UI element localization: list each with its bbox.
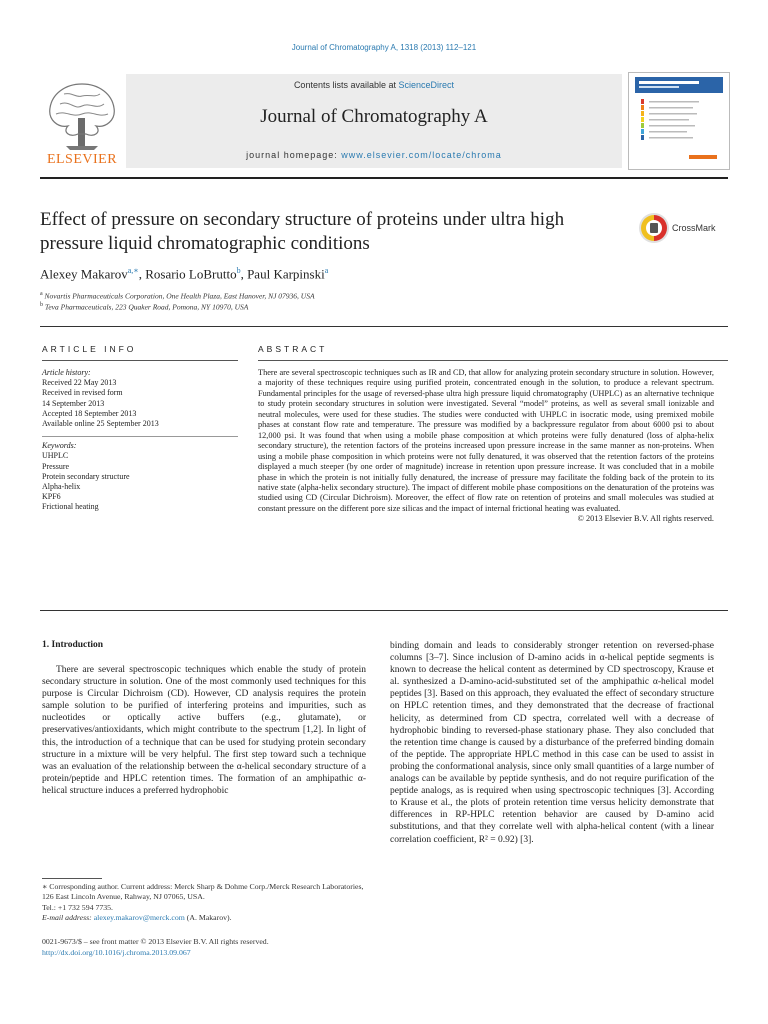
affiliation-text: Teva Pharmaceuticals, 223 Quaker Road, Pomona, NY 10970, USA [44, 302, 249, 312]
abstract-body [258, 368, 714, 525]
keyword: Protein secondary structure [42, 471, 130, 481]
article-info-heading: ARTICLE INFO [42, 344, 137, 354]
abstract-text: There are several spectroscopic techniques such as IR and CD, that allow for analyzing protein secondary structure in solution. However, a majority of these techniques require using purified protein, concentrated enough in the solution, to produce a relevant spectrum. Fundamental principles for the usage of reversed-phase ultra high pressure liquid chromatography (UHPLC) as an alternative technique to study protein secondary structures in solution were investigated. Several “model” proteins, as well as several small ionizable and neutral molecules, were used for these studies. The studies were conducted with UHPLC in isocratic mode, using premixed mobile phases at constant flow rate and temperature. The pressure was modified by a backpressure regulator from about 6000 psi to about 12,000 psi. It was found that when using a mobile phase composition at which proteins were fully denatured (loss of alpha-helix secondary structure), the retention factors of the proteins increased upon pressure increase in the same manner as non-proteins. When using a mobile phase composition in which proteins were not fully denatured, it was observed that the retention factors of the proteins displayed a much steeper (by one order of magnitude) increase in retention upon pressure increase. It was concluded that in a mobile phase in which the protein is not initially fully denatured, the increase of pressure may facilitate the folding back of the protein to its native state (alpha-helix secondary structure). The impact of different mobile phase compositions on the denaturation of the proteins was studied using CD (Circular Dichroism). Moreover, the effect of flow rate on retention of proteins and small molecules was studied at constant pressure on the different pore size silicas and the impact of internal frictional heating was evaluated. [258, 368, 714, 513]
affiliation-text: Novartis Pharmaceuticals Corporation, One Health Plaza, East Hanover, NJ 07936, USA [44, 291, 315, 301]
body-paragraph: There are several spectroscopic techniques which enable the study of protein secondary structure in solution. One of the most commonly used techniques for this purpose is Circular Dichroism (CD). However, CD analysis requires the protein sample solution to be purified of interfering proteins and impurities, such as nucleotides or optically active buffers (e.g., glutamate), or preservatives/antioxidants, which might contribute to the spectrum [1,2]. In light of this, the introduction of a technique that can be used for studying protein secondary structure in a mixture will be very helpful. The first step toward such a technique was an evaluation of the relationship between the α-helical secondary structure of a protein/peptide and HPLC retention times. The formation of an amphipathic α-helical structure induces a preferred hydrophobic [42, 665, 366, 796]
abstract-rule-top [258, 360, 728, 361]
author-name[interactable]: Alexey Makarov [40, 266, 128, 282]
affiliation [40, 291, 640, 301]
crossmark-badge[interactable] [638, 212, 738, 246]
affiliation [40, 302, 640, 312]
doi-link[interactable]: http://dx.doi.org/10.1016/j.chroma.2013.09.067 [42, 948, 191, 957]
email-link[interactable]: alexey.makarov@merck.com [93, 913, 185, 923]
history-label: Article history: [42, 368, 91, 377]
body-column-left [42, 664, 366, 797]
article-info-rule [42, 360, 238, 361]
author-affiliation-mark[interactable]: b [236, 266, 241, 275]
author-affiliation-mark[interactable]: a,∗ [127, 266, 139, 275]
history-item: Accepted 18 September 2013 [42, 408, 137, 418]
journal-cover-image [628, 72, 730, 170]
keyword: UHPLC [42, 451, 69, 461]
corresponding-author-note: ∗ Corresponding author. Current address: Merck Sharp & Dohme Corp./Merck Research Laboratories, 126 East Lincoln Avenue, Rahway, NJ 07065, USA. [42, 882, 364, 902]
journal-title: Journal of Chromatography A [260, 106, 488, 127]
journal-reference[interactable]: Journal of Chromatography A, 1318 (2013) 112–121 [291, 43, 477, 52]
affiliation-mark: b [40, 302, 43, 308]
crossmark-label: CrossMark [672, 223, 716, 233]
author-list: Alexey Makarov$^{a,∗}$, Rosario LoBrutto$^b$, Paul Karpinski$^a$ [40, 266, 329, 282]
contents-prefix: Contents lists available at [293, 80, 396, 90]
author-name[interactable]: Rosario LoBrutto [145, 266, 237, 282]
journal-cover-icon [629, 73, 729, 169]
elsevier-logo [40, 74, 124, 170]
issn-line: 0021-9673/$ – see front matter © 2013 Elsevier B.V. All rights reserved. [42, 937, 269, 946]
email-label: E-mail address: [42, 913, 92, 923]
article-info [42, 368, 232, 513]
history-item: Received in revised form [42, 388, 123, 398]
author-name[interactable]: Paul Karpinski [247, 266, 325, 282]
article-title: Effect of pressure on secondary structure of proteins under ultra high pressure liquid chromatographic conditions [40, 209, 565, 254]
body-paragraph: binding domain and leads to considerably stronger retention on reversed-phase columns [3–7]. Since inclusion of D-amino acids in α-helical peptide segments is known to decrease the helical content as determined by CD spectroscopy, Krause et al. synthesized a D-amino-acid-substituted set of the amphipathic α-helical model peptides [3]. Based on this approach, they evaluated the effect of secondary structure on HPLC retention times, and they demonstrated that the decrease of fractional helicity, as determined from CD spectra, correlated well with a decrease of hydrophobic binding to reversed-phase stationary phase. They also concluded that the retention time change is caused by a disturbance of the preferred binding domain of the peptide. The appropriate HPLC method in this case can be used to assist in probing the conformational analysis, since only small quantities of a large number of analogs can be available by peptide synthesis, and do not require purification of the peptide analogs, as is required when using spectroscopic techniques [3]. According to Krause et al., the plots of protein retention time versus helicity demonstrate that differences in RP-HPLC retention behavior are caused by D-amino acid substitutions, and that they correlate well with alpha-helical content (with a linear correlation coefficient, R² = 0.92) [3]. [390, 641, 714, 845]
keyword: KPF6 [42, 492, 61, 502]
info-divider [42, 436, 238, 437]
keywords-label: Keywords: [42, 441, 77, 451]
homepage-prefix: journal homepage: [246, 150, 338, 160]
crossmark-icon [638, 212, 670, 244]
email-suffix: (A. Makarov). [186, 913, 232, 923]
homepage-line [126, 150, 622, 160]
author-affiliation-mark[interactable]: a [324, 266, 329, 275]
body-column-right [390, 640, 714, 846]
keyword: Frictional heating [42, 502, 99, 512]
section-heading-introduction: 1. Introduction [42, 640, 104, 650]
front-matter-note [42, 936, 368, 958]
footnote-rule [42, 878, 102, 879]
history-item: Available online 25 September 2013 [42, 419, 159, 429]
sciencedirect-link[interactable]: ScienceDirect [398, 80, 455, 90]
footnotes [42, 882, 368, 924]
email-line [42, 913, 368, 923]
elsevier-wordmark: ELSEVIER [46, 152, 118, 167]
title-rule [40, 326, 728, 327]
masthead-rule [40, 177, 728, 179]
masthead [126, 74, 622, 168]
history-item: 14 September 2013 [42, 398, 105, 408]
abstract-copyright: © 2013 Elsevier B.V. All rights reserved. [577, 514, 714, 524]
abstract-rule-bottom [40, 610, 728, 611]
abstract-heading: ABSTRACT [258, 344, 328, 354]
affiliation-mark: a [40, 291, 43, 297]
keyword: Pressure [42, 461, 70, 471]
history-item: Received 22 May 2013 [42, 378, 117, 388]
homepage-link[interactable]: www.elsevier.com/locate/chroma [341, 150, 502, 160]
contents-line [126, 80, 622, 90]
telephone: Tel.: +1 732 594 7735. [42, 902, 113, 912]
keyword: Alpha-helix [42, 482, 81, 492]
